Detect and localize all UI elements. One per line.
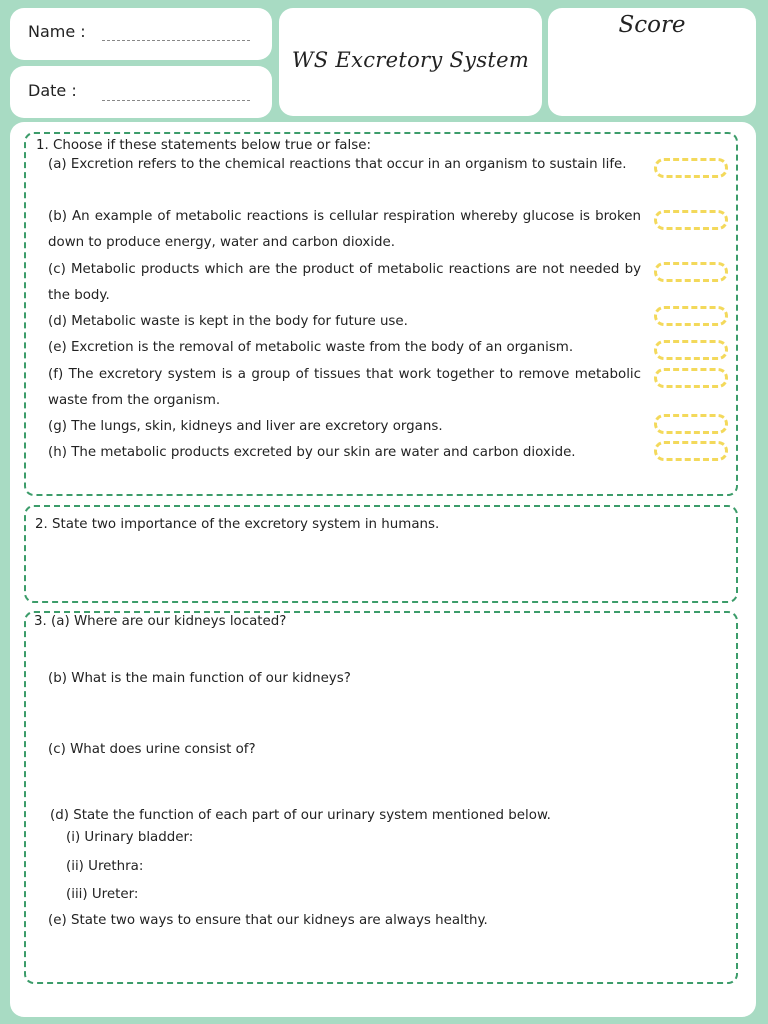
question-3c: (c) What does urine consist of?: [48, 742, 256, 757]
question-3b: (b) What is the main function of our kidneys?: [48, 671, 351, 686]
question-2-prompt: 2. State two importance of the excretory system in humans.: [35, 517, 440, 532]
date-label: Date :: [28, 81, 77, 100]
statement-a: (a) Excretion refers to the chemical reactions that occur in an organism to sustain life.: [48, 157, 627, 172]
score-card[interactable]: [548, 8, 756, 116]
question-3d-i: (i) Urinary bladder:: [66, 830, 194, 845]
date-field[interactable]: [102, 100, 250, 101]
answer-box-h[interactable]: [654, 441, 728, 461]
date-card: [10, 66, 272, 118]
statement-e: (e) Excretion is the removal of metabolic waste from the body of an organism.: [48, 340, 574, 355]
question-3a: 3. (a) Where are our kidneys located?: [34, 614, 287, 629]
answer-box-a[interactable]: [654, 158, 728, 178]
name-card: [10, 8, 272, 60]
worksheet-body: [10, 122, 756, 1017]
question-1-prompt: 1. Choose if these statements below true or false:: [36, 138, 371, 153]
answer-box-b[interactable]: [654, 210, 728, 230]
question-3d-ii: (ii) Urethra:: [66, 859, 144, 874]
score-label: Score: [618, 12, 686, 38]
statement-d: (d) Metabolic waste is kept in the body for future use.: [48, 314, 408, 329]
title-card: [279, 8, 542, 116]
answer-box-e[interactable]: [654, 340, 728, 360]
statement-c: (c) Metabolic products which are the product of metabolic reactions are not needed by the body.: [48, 262, 641, 304]
question-3-section: [24, 611, 738, 984]
question-3d: (d) State the function of each part of our urinary system mentioned below.: [50, 808, 551, 823]
question-3e: (e) State two ways to ensure that our kidneys are always healthy.: [48, 913, 488, 928]
statement-f: (f) The excretory system is a group of tissues that work together to remove metabolic waste from the organism.: [48, 367, 641, 409]
statement-b: (b) An example of metabolic reactions is cellular respiration whereby glucose is broken down to produce energy, water and carbon dioxide.: [48, 209, 641, 251]
answer-box-d[interactable]: [654, 306, 728, 326]
answer-box-f[interactable]: [654, 368, 728, 388]
question-2-section: [24, 505, 738, 603]
answer-box-g[interactable]: [654, 414, 728, 434]
name-field[interactable]: [102, 40, 250, 41]
question-3d-iii: (iii) Ureter:: [66, 887, 139, 902]
name-label: Name :: [28, 22, 86, 41]
question-1-section: [24, 132, 738, 496]
answer-box-c[interactable]: [654, 262, 728, 282]
statement-h: (h) The metabolic products excreted by our skin are water and carbon dioxide.: [48, 445, 576, 460]
statement-g: (g) The lungs, skin, kidneys and liver are excretory organs.: [48, 419, 443, 434]
worksheet-title: WS Excretory System: [291, 48, 530, 72]
